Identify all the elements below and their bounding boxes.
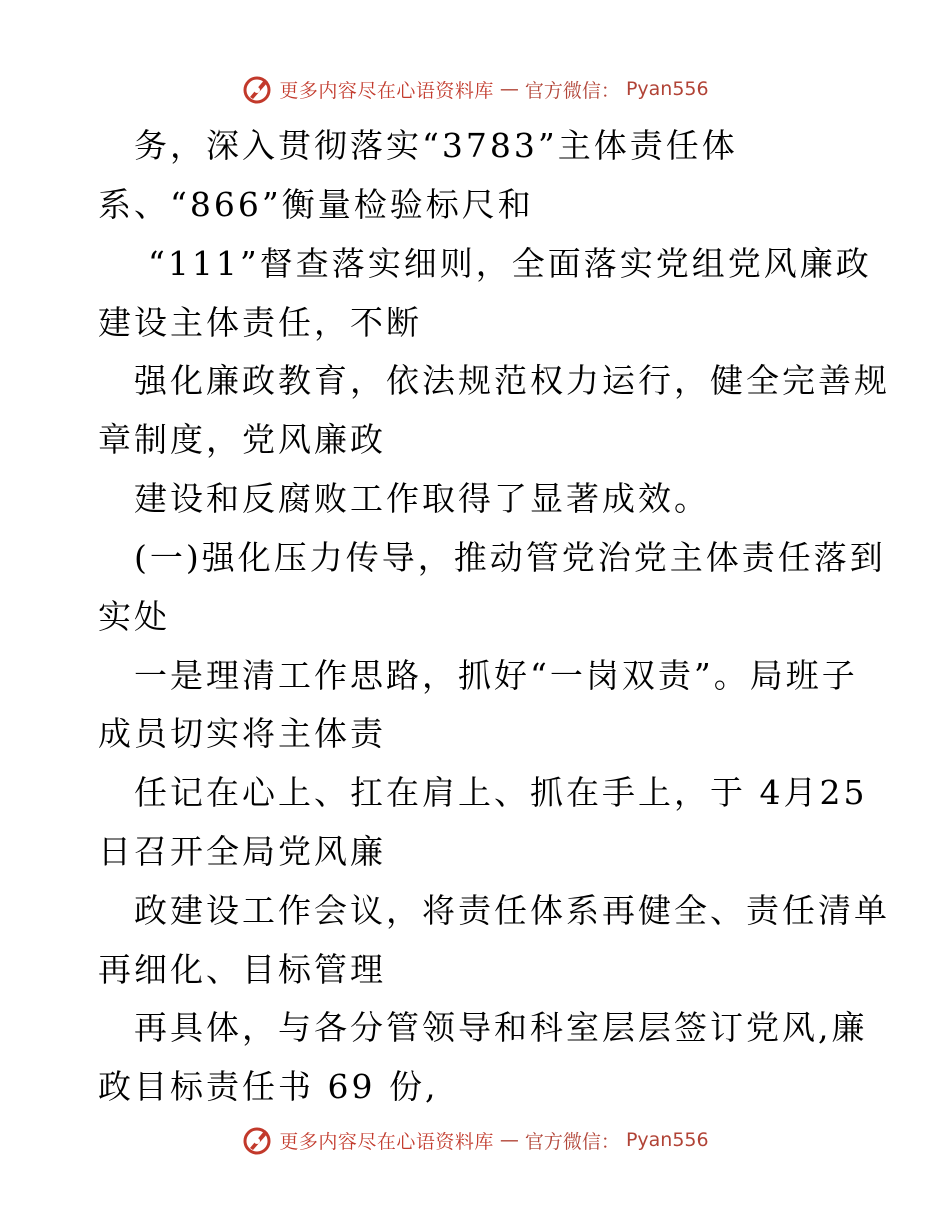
watermark-official: 官方微信：	[524, 1130, 620, 1153]
document-line: 日召开全局党风廉	[98, 832, 386, 871]
document-line: 政目标责任书 69 份,	[98, 1067, 439, 1106]
document-line: 再具体，与各分管领导和科室层层签订党风,廉	[134, 1008, 868, 1047]
document-line: “111”督查落实细则，全面落实党组党风廉政	[148, 244, 872, 283]
document-line: 系、“866”衡量检验标尺和	[98, 185, 534, 224]
footer-watermark	[0, 1123, 950, 1157]
watermark-wechat-id: Pyan556	[625, 1129, 709, 1151]
document-line: 强化廉政教育，依法规范权力运行，健全完善规	[134, 361, 890, 400]
watermark-wechat-id: Pyan556	[625, 78, 709, 100]
watermark-official: 官方微信：	[524, 79, 620, 102]
watermark-text: 更多内容尽在心语资料库	[279, 1130, 494, 1153]
watermark-separator: —	[499, 78, 519, 100]
watermark-text: 更多内容尽在心语资料库	[279, 79, 494, 102]
document-line: 再细化、目标管理	[98, 950, 386, 989]
document-line: 建设和反腐败工作取得了显著成效。	[134, 479, 710, 518]
document-line: 一是理清工作思路，抓好“一岗双责”。局班子	[134, 656, 858, 695]
document-line: 成员切实将主体责	[98, 714, 386, 753]
document-line: 建设主体责任，不断	[98, 303, 422, 342]
section-heading-continued: 实处	[98, 597, 170, 636]
watermark-separator: —	[499, 1129, 519, 1151]
document-line: 章制度，党风廉政	[98, 420, 386, 459]
document-line: 务，深入贯彻落实“3783”主体责任体	[134, 126, 738, 165]
document-line: 任记在心上、扛在肩上、抓在手上，于 4月25	[134, 773, 868, 812]
quill-logo-icon	[241, 1124, 273, 1156]
section-heading: (一)强化压力传导，推动管党治党主体责任落到	[134, 538, 886, 577]
document-line: 政建设工作会议，将责任体系再健全、责任清单	[134, 891, 890, 930]
